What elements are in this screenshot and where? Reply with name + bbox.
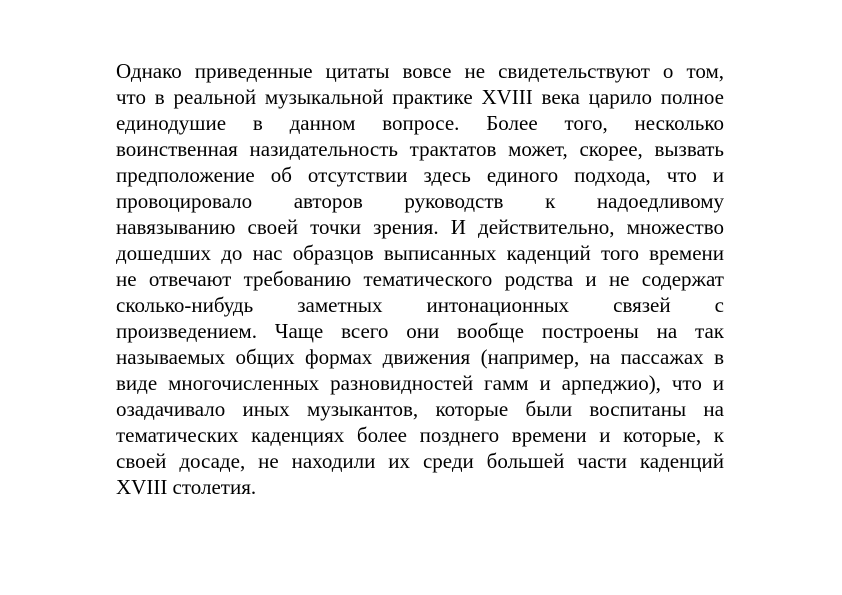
- paragraph-line: навязыванию своей точки зрения. И действительно, множество: [116, 215, 724, 239]
- paragraph-line: произведением. Чаще всего они вообще построены на так: [116, 319, 724, 343]
- paragraph-line: озадачивало иных музыкантов, которые были воспитаны на: [116, 397, 724, 421]
- paragraph-line: называемых общих формах движения (например, на пассажах в: [116, 345, 724, 369]
- paragraph-line: что в реальной музыкальной практике XVIII века царило полное: [116, 85, 724, 109]
- paragraph-line: тематических каденциях более позднего времени и которые, к: [116, 423, 724, 447]
- paragraph-line: провоцировало авторов руководств к надоедливому: [116, 189, 724, 213]
- paragraph-line: единодушие в данном вопросе. Более того, несколько: [116, 111, 724, 135]
- paragraph-line: сколько-нибудь заметных интонационных связей с: [116, 293, 724, 317]
- body-paragraph: [116, 58, 724, 500]
- paragraph-line: Однако приведенные цитаты вовсе не свидетельствуют о том,: [116, 59, 724, 83]
- paragraph-line: воинственная назидательность трактатов может, скорее, вызвать: [116, 137, 724, 161]
- paragraph-line: XVIII столетия.: [116, 475, 257, 499]
- paragraph-line: не отвечают требованию тематического родства и не содержат: [116, 267, 724, 291]
- paragraph-line: своей досаде, не находили их среди большей части каденций: [116, 449, 724, 473]
- paragraph-line: предположение об отсутствии здесь единого подхода, что и: [116, 163, 724, 187]
- paragraph-line: виде многочисленных разновидностей гамм и арпеджио), что и: [116, 371, 724, 395]
- paragraph-line: дошедших до нас образцов выписанных каденций того времени: [116, 241, 724, 265]
